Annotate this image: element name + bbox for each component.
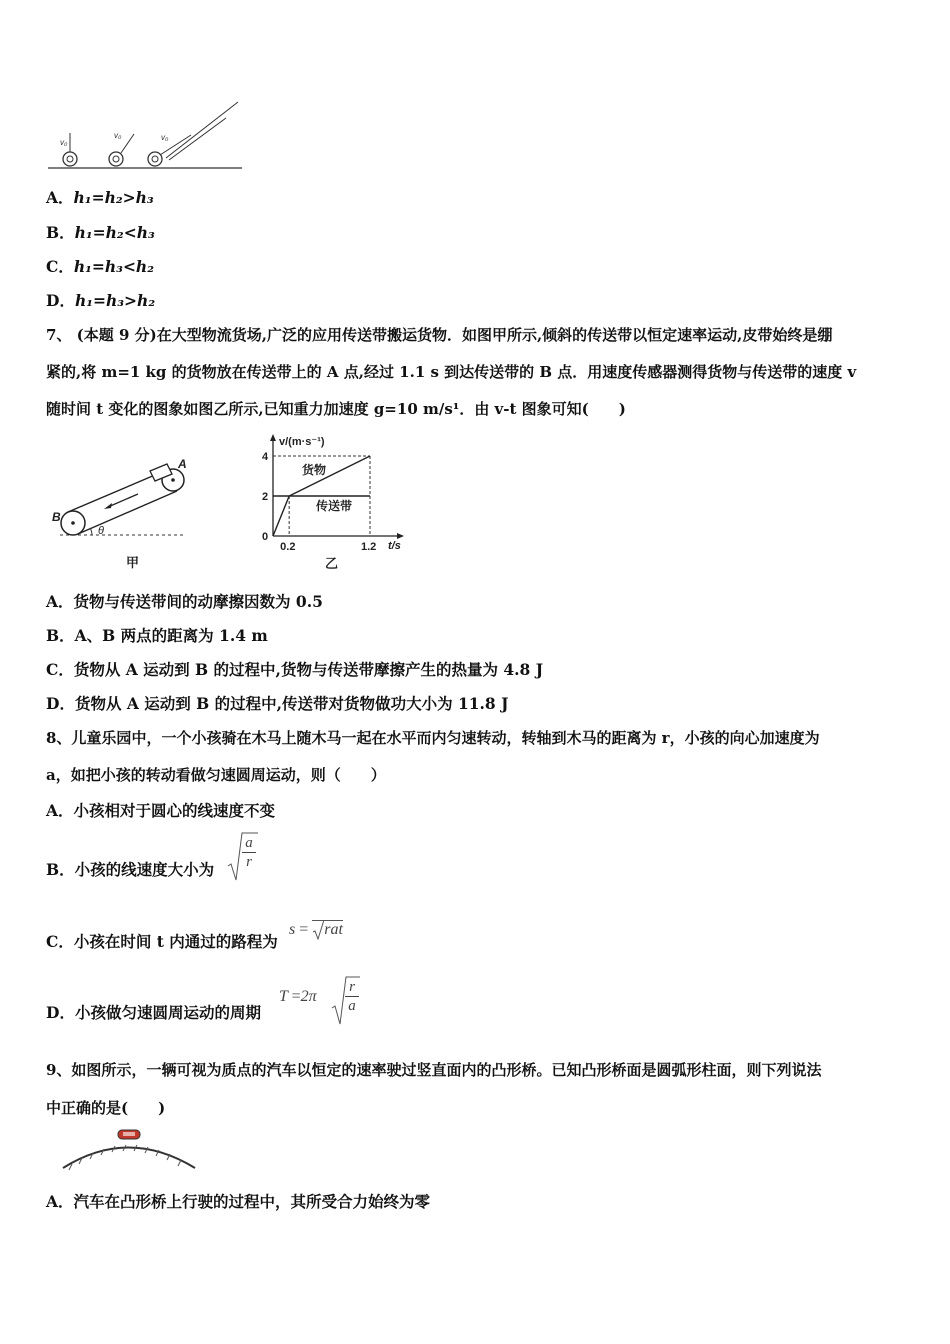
math-c: s = rat bbox=[289, 921, 343, 938]
q7-option-b: B．A、B 两点的距离为 1.4 m bbox=[46, 626, 268, 645]
projectile-figure bbox=[46, 98, 246, 174]
q6-option-b: B．h₁=h₂<h₃ bbox=[46, 223, 155, 242]
q9-stem-line1: 9、如图所示，一辆可视为质点的汽车以恒定的速率驶过竖直面内的凸形桥。已知凸形桥面是圆弧形柱面，则下列说法 bbox=[46, 1061, 822, 1079]
q7-stem-line1: 7、 (本题 9 分)在大型物流货场,广泛的应用传送带搬运货物．如图甲所示,倾斜的传送带以恒定速率运动,皮带始终是绷 bbox=[46, 326, 833, 344]
math-d: T =2π bbox=[279, 988, 317, 1005]
q7-option-d: D．货物从 A 运动到 B 的过程中,传送带对货物做功大小为 11.8 J bbox=[46, 694, 509, 713]
svg-text:v₀: v₀ bbox=[161, 133, 169, 142]
svg-text:θ: θ bbox=[98, 525, 104, 537]
q7-stem-line2: 紧的,将 m=1 kg 的货物放在传送带上的 A 点,经过 1.1 s 到达传送带的 B 点．用速度传感器测得货物与传送带的速度 v bbox=[46, 363, 857, 381]
x-tick-label: 1.2 bbox=[361, 541, 377, 553]
q7-stem-line3: 随时间 t 变化的图象如图乙所示,已知重力加速度 g=10 m/s¹．由 v-t 图象可知( ) bbox=[46, 400, 626, 418]
bridge-figure bbox=[60, 1124, 200, 1172]
q8-option-b: B．小孩的线速度大小为 bbox=[46, 860, 215, 879]
svg-text:A: A bbox=[178, 457, 187, 471]
q9-stem-line2: 中正确的是( ) bbox=[46, 1099, 166, 1117]
y-tick-label: 4 bbox=[262, 451, 269, 463]
svg-text:B: B bbox=[52, 510, 61, 524]
label-belt: 传送带 bbox=[316, 499, 353, 513]
svg-text:甲: 甲 bbox=[126, 555, 140, 570]
vt-chart bbox=[252, 432, 412, 574]
q8-option-d: D．小孩做匀速圆周运动的周期 bbox=[46, 1003, 261, 1022]
svg-text:v₀: v₀ bbox=[60, 138, 68, 147]
q9-option-a: A．汽车在凸形桥上行驶的过程中，其所受合力始终为零 bbox=[46, 1192, 431, 1211]
q8-stem-line1: 8、儿童乐园中，一个小孩骑在木马上随木马一起在水平而内匀速转动，转轴到木马的距离为 r，小孩的向心加速度为 bbox=[46, 729, 820, 747]
q6-option-d: D．h₁=h₃>h₂ bbox=[46, 291, 156, 310]
q8-option-a: A．小孩相对于圆心的线速度不变 bbox=[46, 801, 276, 820]
q7-option-c: C．货物从 A 运动到 B 的过程中,货物与传送带摩擦产生的热量为 4.8 J bbox=[46, 660, 544, 679]
q7-option-a: A．货物与传送带间的动摩擦因数为 0.5 bbox=[46, 592, 323, 611]
q6-option-a: A．h₁=h₂>h₃ bbox=[46, 188, 154, 207]
chart-caption: 乙 bbox=[325, 556, 339, 571]
q6-option-c: C．h₁=h₃<h₂ bbox=[46, 257, 154, 276]
conveyor-figure bbox=[46, 448, 196, 574]
y-tick-label: 0 bbox=[262, 531, 269, 543]
x-axis-label: t/s bbox=[388, 540, 401, 552]
q8-option-c: C．小孩在时间 t 内通过的路程为 bbox=[46, 932, 278, 951]
x-tick-label: 0.2 bbox=[280, 541, 296, 553]
q8-stem-line2: a，如把小孩的转动看做匀速圆周运动，则（ ） bbox=[46, 766, 386, 784]
y-axis-label: v/(m·s⁻¹) bbox=[279, 436, 325, 448]
y-tick-label: 2 bbox=[262, 491, 269, 503]
svg-text:v₀: v₀ bbox=[114, 131, 122, 140]
label-goods: 货物 bbox=[302, 463, 327, 477]
